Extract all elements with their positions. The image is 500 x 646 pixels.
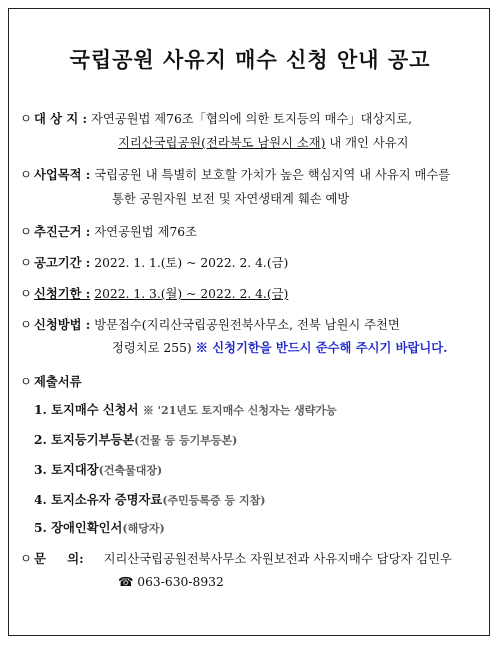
apply-period-label: 신청기한 : — [34, 286, 91, 301]
inquiry-value: 지리산국립공원전북사무소 자원보전과 사유지매수 담당자 김민우 — [103, 552, 452, 566]
document-note: (건축물대장) — [98, 464, 163, 477]
apply-period-value: 2022. 1. 3.(월) ~ 2022. 2. 4.(금) — [94, 287, 289, 301]
target-line1: 자연공원법 제76조「협의에 의한 토지등의 매수」대상지로, — [90, 112, 413, 126]
purpose-line1: 국립공원 내 특별히 보호할 가치가 높은 핵심지역 내 사유지 매수를 — [94, 168, 451, 182]
notice-period-row: ㅇ 공고기간 : 2022. 1. 1.(토) ~ 2022. 2. 4.(금) — [20, 255, 289, 270]
phone-number: 063-630-8932 — [137, 575, 224, 589]
basis-value: 자연공원법 제76조 — [94, 225, 197, 239]
basis-row: ㅇ 추진근거 : 자연공원법 제76조 — [20, 224, 197, 239]
method-row: ㅇ 신청방법 : 방문접수(지리산국립공원전북사무소, 전북 남원시 주천면 — [20, 317, 400, 332]
target-line2: 지리산국립공원(전라북도 남원시 소재) 내 개인 사유지 — [118, 136, 409, 150]
document-item: 5. 장애인확인서(해당자) — [34, 520, 165, 535]
document-item: 3. 토지대장(건축물대장) — [34, 462, 163, 477]
method-note: ※ 신청기한을 반드시 준수해 주시기 바랍니다. — [195, 340, 448, 355]
documents-label: 제출서류 — [34, 374, 82, 389]
phone-row — [118, 575, 224, 589]
inquiry-label: 문 의: — [34, 551, 84, 566]
documents-row: ㅇ 제출서류 — [20, 374, 82, 389]
target-label: 대 상 지 : — [34, 111, 88, 126]
document-item: 2. 토지등기부등본(건물 등 등기부등본) — [34, 432, 238, 447]
purpose-line2: 통한 공원자원 보전 및 자연생태계 훼손 예방 — [112, 192, 350, 206]
notice-period-value: 2022. 1. 1.(토) ~ 2022. 2. 4.(금) — [94, 256, 289, 270]
apply-period-row: ㅇ 신청기한 : 2022. 1. 3.(월) ~ 2022. 2. 4.(금) — [20, 286, 289, 301]
basis-label: 추진근거 : — [34, 224, 91, 239]
target-row: ㅇ 대 상 지 : 자연공원법 제76조「협의에 의한 토지등의 매수」대상지로, — [20, 111, 413, 126]
inquiry-row: ㅇ 문 의: 지리산국립공원전북사무소 자원보전과 사유지매수 담당자 김민우 — [20, 551, 452, 566]
document-note: (주민등록증 등 지참) — [162, 494, 266, 507]
purpose-row: ㅇ 사업목적 : 국립공원 내 특별히 보호할 가치가 높은 핵심지역 내 사유지 매수를 — [20, 167, 451, 182]
method-line1: 방문접수(지리산국립공원전북사무소, 전북 남원시 주천면 — [94, 318, 400, 332]
document-note: (해당자) — [122, 522, 165, 535]
method-label: 신청방법 : — [34, 317, 91, 332]
telephone-icon: ☎ — [118, 575, 134, 589]
notice-period-label: 공고기간 : — [34, 255, 91, 270]
document-item: 4. 토지소유자 증명자료(주민등록증 등 지참) — [34, 492, 266, 507]
document-note: (건물 등 등기부등본) — [134, 434, 238, 447]
document-note: ※ '21년도 토지매수 신청자는 생략가능 — [142, 404, 337, 417]
notice-title: 국립공원 사유지 매수 신청 안내 공고 — [69, 48, 431, 72]
document-item: 1. 토지매수 신청서 ※ '21년도 토지매수 신청자는 생략가능 — [34, 402, 337, 417]
method-line2: 정령치로 255) ※ 신청기한을 반드시 준수해 주시기 바랍니다. — [112, 340, 448, 355]
purpose-label: 사업목적 : — [34, 167, 91, 182]
